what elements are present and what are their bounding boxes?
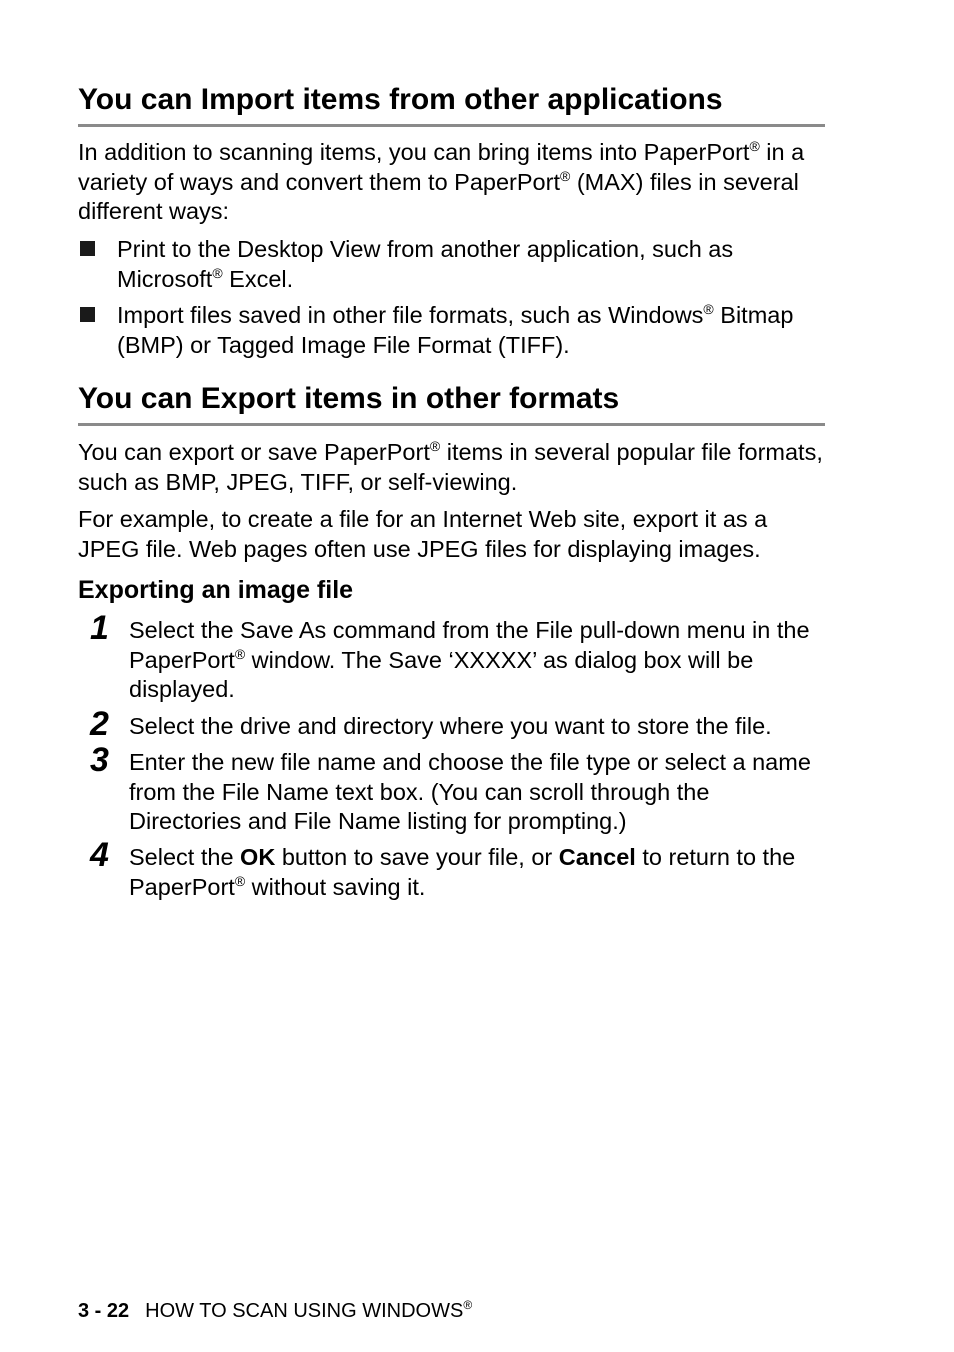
bullet-text-a: Print to the Desktop View from another application, such as Microsoft (117, 236, 734, 292)
registered-mark: ® (234, 645, 246, 662)
step-text-d: without saving it. (245, 873, 426, 900)
section-title-import: You can Import items from other applications (78, 82, 825, 127)
registered-mark: ® (429, 438, 441, 454)
step-number: 3 (90, 741, 109, 779)
bullet-item (78, 235, 825, 294)
import-intro-text-a: In addition to scanning items, you can bring items into PaperPort (78, 139, 750, 165)
square-bullet-icon (80, 307, 95, 322)
step-text: Select the drive and directory where you want to store the file. (129, 713, 772, 739)
page-footer (78, 1298, 472, 1324)
step-text (129, 616, 825, 705)
import-intro-text-b: in a variety of ways and convert them to PaperPort (78, 139, 805, 195)
import-intro-text-c: (MAX) files in several different ways: (78, 168, 799, 224)
registered-mark: ® (234, 872, 246, 889)
bullet-text-b: Excel. (222, 265, 294, 292)
registered-mark: ® (703, 301, 714, 317)
export-intro-text-a: You can export or save PaperPort (78, 439, 430, 465)
step-item (78, 836, 825, 902)
step-number: 1 (90, 609, 109, 647)
registered-mark: ® (212, 264, 223, 281)
step-text-b: button to save your file, or (275, 844, 559, 870)
cancel-label: Cancel (558, 844, 636, 870)
step-text (129, 843, 825, 902)
chapter-title: HOW TO SCAN USING WINDOWS (145, 1300, 464, 1322)
section-title-export: You can Export items in other formats (78, 381, 825, 426)
step-item (78, 741, 825, 837)
step-number: 4 (90, 836, 109, 874)
bullet-item-text (117, 235, 825, 294)
step-item (78, 609, 825, 705)
export-intro-paragraph (78, 438, 825, 497)
step-text-a: Select the (129, 844, 241, 870)
page-number: 3 - 22 (78, 1300, 130, 1322)
subheading-exporting: Exporting an image file (78, 576, 354, 604)
export-intro-text-b: items in several popular file formats, such as BMP, JPEG, TIFF, or self-viewing. (78, 439, 823, 495)
registered-mark: ® (463, 1298, 473, 1312)
export-example-paragraph: For example, to create a file for an Internet Web site, export it as a JPEG file. Web pages often use JPEG files for displaying images. (78, 506, 768, 562)
registered-mark: ® (559, 167, 571, 184)
bullet-text-b: Bitmap (BMP) or Tagged Image File Format (TIFF). (117, 302, 794, 358)
step-text-a: Select the Save As command from the File pull-down menu in the PaperPort (129, 617, 810, 673)
bullet-item-text (117, 301, 825, 360)
registered-mark: ® (749, 138, 760, 154)
step-text-b: window. The Save ‘XXXXX’ as dialog box will be displayed. (129, 646, 754, 702)
step-text: Enter the new file name and choose the file type or select a name from the File Name text box. (You can scroll through the Directories and File Name listing for prompting.) (129, 749, 811, 834)
ok-label: OK (240, 844, 276, 870)
bullet-item (78, 301, 825, 360)
step-number: 2 (90, 705, 109, 743)
step-item (78, 705, 825, 743)
step-text-c: to return to the PaperPort (129, 844, 796, 900)
bullet-text-a: Import files saved in other file formats, such as Windows (117, 302, 704, 328)
import-intro-paragraph (78, 138, 825, 227)
square-bullet-icon (80, 241, 95, 256)
